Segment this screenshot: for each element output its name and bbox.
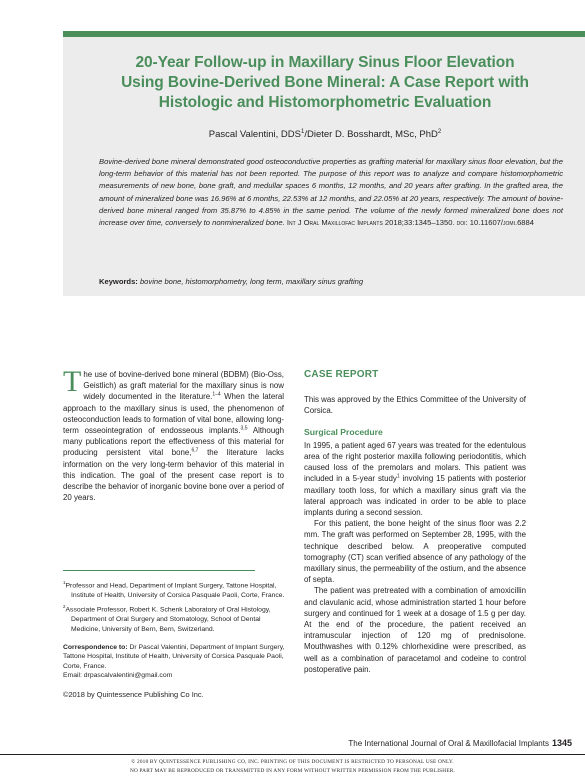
title-line-1: 20-Year Follow-up in Maxillary Sinus Floor Elevation bbox=[135, 54, 515, 71]
case-report-column bbox=[304, 369, 526, 675]
author-list bbox=[70, 126, 580, 141]
correspondence-label: Correspondence to: bbox=[63, 643, 128, 651]
footnote-marker: 1 bbox=[63, 580, 66, 585]
author-1-affiliation: 1 bbox=[300, 129, 305, 135]
intro-text-b: When the lateral approach to the maxillary sinus is used, the phenomenon of osteoconduction leads to formation of vital bone, allowing long-term osseointegration of endosseous implants. bbox=[63, 392, 284, 436]
case-p1-text-b: involving 15 patients with posterior maxillary tooth loss, for which a maxillary sinus graft via the lateral approach was indicated in order to be able to place implants during a second session. bbox=[304, 474, 527, 518]
intro-text-a: he use of bovine-derived bone mineral (BDBM) (Bio-Oss, Geistlich) as graft material for the maxillary sinus is now widely documented in the literature. bbox=[83, 370, 284, 402]
citation-ref: 6,7 bbox=[191, 447, 199, 454]
header-accent-rule bbox=[63, 31, 585, 37]
title-line-2: Using Bovine-Derived Bone Mineral: A Case Report with bbox=[121, 74, 529, 91]
citation-ref: 3,5 bbox=[240, 425, 248, 432]
abstract-citation: Int J Oral Maxillofac Implants 2018;33:1345–1350. doi: 10.11607/jomi.6884 bbox=[286, 218, 534, 228]
footnote-affiliation-2 bbox=[63, 602, 285, 634]
correspondence-email[interactable]: Email: drpascalvalentini@gmail.com bbox=[63, 672, 173, 680]
keywords bbox=[99, 276, 563, 287]
title-line-3: Histologic and Histomorphometric Evaluation bbox=[158, 94, 492, 111]
case-paragraph-2: For this patient, the bone height of the sinus floor was 2.2 mm. The graft was performed on September 28, 1995, with the technique described below. A preoperative computed tomography (CT) scan verified absence of any pathology of the maxillary sinus, the permeability of the ostium, and the absence of septa. bbox=[304, 519, 526, 585]
correspondence-text: Dr Pascal Valentini, Department of Implant Surgery, Tattone Hospital, Institute of Health, University of Corsica Pasquale Paoli, Corte, France. bbox=[63, 643, 285, 670]
introduction-paragraph bbox=[63, 365, 284, 503]
footnote-affiliation-1 bbox=[63, 578, 285, 600]
legal-line-2: NO PART MAY BE REPRODUCED OR TRANSMITTED IN ANY FORM WITHOUT WRITTEN PERMISSION FROM THE PUBLISHER. bbox=[129, 768, 456, 774]
footnotes bbox=[63, 578, 285, 699]
keywords-list: bovine bone, histomorphometry, long term, maxillary sinus grafting bbox=[139, 277, 364, 286]
footer-divider bbox=[0, 754, 585, 755]
citation-ref: 1–4 bbox=[212, 391, 221, 398]
article-title bbox=[70, 53, 580, 113]
correspondence bbox=[63, 643, 285, 672]
citation-ref: 1 bbox=[396, 473, 400, 480]
author-2: Dieter D. Bosshardt, MSc, PhD bbox=[306, 129, 438, 141]
abstract-text: Bovine-derived bone mineral demonstrated good osteoconductive properties as grafting material for maxillary sinus floor elevation, but the long-term behavior of this material has not been reported. The purpose of this report was to analyze and compare histomorphometric measurements of new bone, bone graft, and medullar spaces 6 months, 12 months, and 20 years after grafting. In the grafted area, the amount of mineralized bone was 16.96% at 6 months, 22.53% at 12 months, and 22.05% at 20 years, respectively. The amount of bovine-derived bone mineral ranged from 35.87% to 4.85% in the same period. The volume of the newly formed mineralized bone does not increase over time, conversely to nonmineralized bone. bbox=[99, 157, 563, 228]
legal-notice bbox=[0, 758, 585, 776]
introduction-column bbox=[63, 365, 284, 503]
footnote-divider bbox=[63, 570, 255, 571]
intro-text-d: the literature lacks information on the very long-term behavior of this material in this indication. The goal of the present case report is to describe the behavior of inorganic bovine bone over a period of 20 years. bbox=[63, 448, 284, 503]
footnote-marker: 2 bbox=[63, 604, 66, 610]
legal-line-1: © 2018 BY QUINTESSENCE PUBLISHING CO, INC. PRINTING OF THIS DOCUMENT IS RESTRICTED TO PERSONAL USE ONLY. bbox=[131, 759, 454, 765]
footnote-text: Professor and Head, Department of Implant Surgery, Tattone Hospital, Institute of Health, University of Corsica Pasquale Paoli, Corte, France. bbox=[65, 582, 285, 599]
author-1: Pascal Valentini, DDS bbox=[208, 129, 301, 141]
subsection-heading-surgical-procedure: Surgical Procedure bbox=[304, 426, 383, 437]
drop-cap: T bbox=[63, 365, 82, 398]
section-heading-case-report: CASE REPORT bbox=[304, 369, 379, 380]
case-p1-text-a: In 1995, a patient aged 67 years was treated for the edentulous area of the right posterior maxilla following periodontitis, which caused loss of the premolars and molars. This patient was included in a 5-year study bbox=[304, 440, 526, 484]
case-paragraph-3: The patient was pretreated with a combination of amoxicillin and clavulanic acid, whose administration started 1 hour before surgery and continued for 1 week at a dosage of 1.5 g per day. At the end of the procedure, the patient received an intramuscular injection of 120 mg of prednisolone. Mouthwashes with 0.12% chlorhexidine were prescribed, as well as a combination of paracetamol and codeine to control postoperative pain. bbox=[304, 586, 526, 674]
page-number: 1345 bbox=[551, 738, 572, 748]
keywords-label: Keywords: bbox=[99, 277, 138, 286]
intro-text-c: Although many publications report the effectiveness of this material for producing persistent vital bone, bbox=[63, 426, 284, 458]
copyright-notice: ©2018 by Quintessence Publishing Co Inc. bbox=[63, 689, 204, 699]
journal-name: The International Journal of Oral & Maxillofacial Implants bbox=[348, 739, 549, 748]
author-separator: / bbox=[304, 129, 307, 141]
journal-footer bbox=[348, 738, 572, 748]
ethics-statement: This was approved by the Ethics Committee of the University of Corsica. bbox=[304, 395, 526, 416]
case-paragraph-1 bbox=[304, 440, 526, 518]
abstract bbox=[99, 156, 563, 229]
author-2-affiliation: 2 bbox=[437, 129, 442, 135]
footnote-text: Associate Professor, Robert K. Schenk Laboratory of Oral Histology, Department of Oral Surgery and Stomatology, School of Dental Medicine, University of Bern, Bern, Switzerland. bbox=[65, 606, 271, 633]
